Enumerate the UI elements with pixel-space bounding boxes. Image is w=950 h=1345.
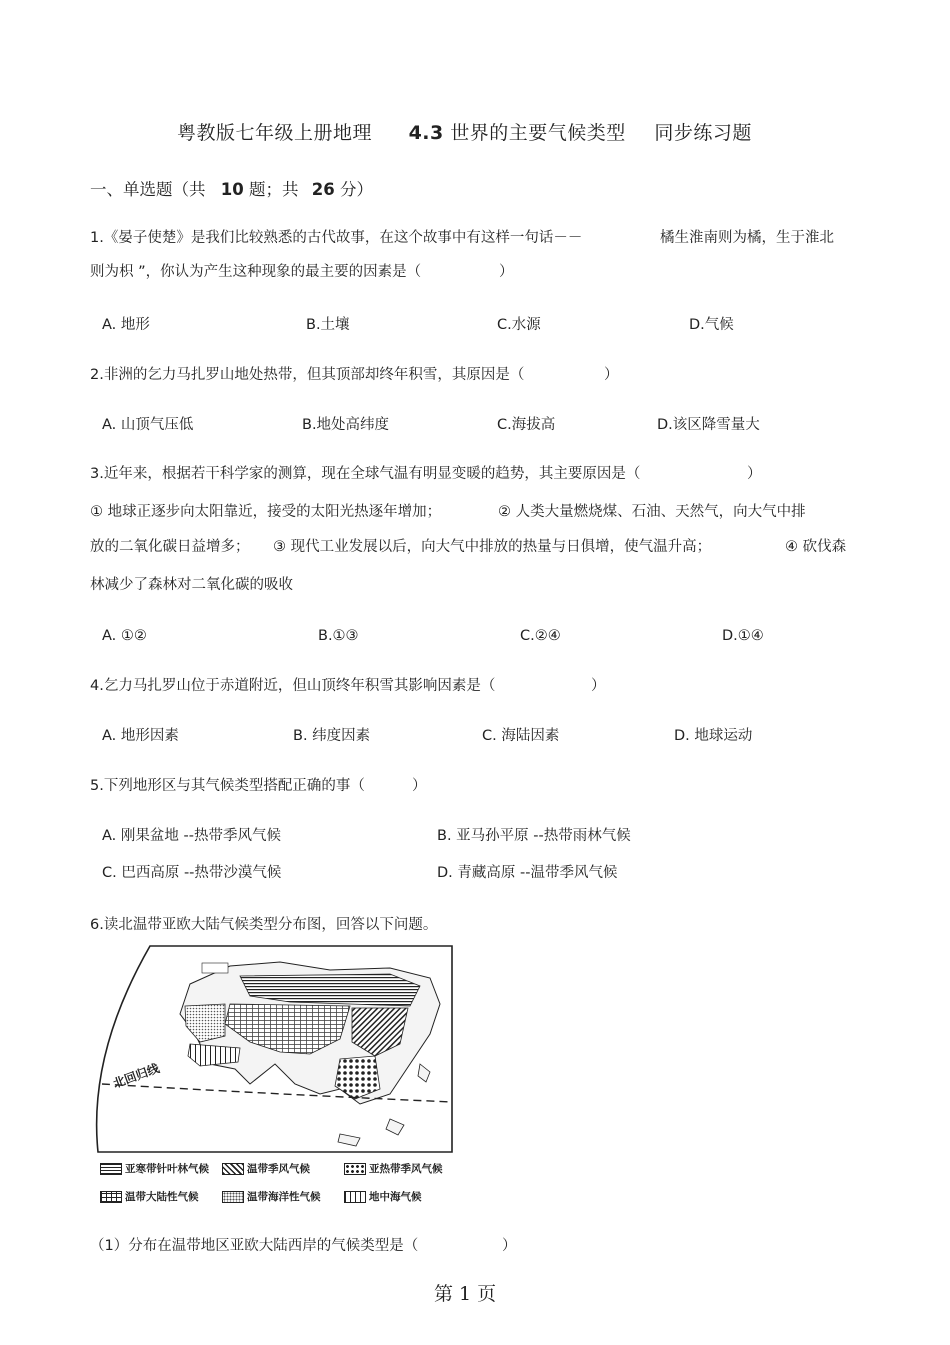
q4-option-d[interactable]: D. 地球运动 — [674, 728, 753, 744]
q5-option-c[interactable]: C. 巴西高原 --热带沙漠气候 — [102, 865, 282, 881]
q3-statement-4a: ④ 砍伐森 — [785, 539, 847, 555]
q6-sub1-close-paren: ） — [502, 1238, 517, 1254]
legend-swatch-mediterranean — [344, 1191, 366, 1203]
q3-statement-4b: 林减少了森林对二氧化碳的吸收 — [90, 577, 293, 593]
legend-swatch-subtropical-monsoon — [344, 1163, 366, 1175]
page-number: 第 1 页 — [434, 1283, 497, 1305]
legend-label-continental: 温带大陆性气候 — [125, 1191, 199, 1203]
legend-label-taiga: 亚寒带针叶林气候 — [125, 1163, 209, 1175]
q4-option-a[interactable]: A. 地形因素 — [102, 728, 179, 744]
q4-close-paren: ） — [591, 678, 606, 694]
q3-close-paren: ） — [747, 466, 762, 482]
q4-option-c[interactable]: C. 海陆因素 — [482, 728, 560, 744]
legend-swatch-continental — [100, 1191, 122, 1203]
legend-swatch-oceanic — [222, 1191, 244, 1203]
q1-option-a[interactable]: A. 地形 — [102, 317, 150, 333]
section-mid: 题；共 — [248, 180, 299, 199]
q1-close-paren: ） — [499, 264, 514, 280]
q3-option-b[interactable]: B.①③ — [318, 628, 359, 644]
q1-stem-line1: 1.《晏子使楚》是我们比较熟悉的古代故事，在这个故事中有这样一句话－－ — [90, 230, 583, 246]
q4-stem: 4.乞力马扎罗山位于赤道附近，但山顶终年积雪其影响因素是（ — [90, 678, 496, 694]
q2-option-c[interactable]: C.海拔高 — [497, 417, 556, 433]
q3-stem: 3.近年来，根据若干科学家的测算，现在全球气温有明显变暖的趋势，其主要原因是（ — [90, 466, 641, 482]
q5-option-a[interactable]: A. 刚果盆地 --热带季风气候 — [102, 828, 281, 844]
legend-label-oceanic: 温带海洋性气候 — [247, 1191, 321, 1203]
q3-statement-3: ③ 现代工业发展以后，向大气中排放的热量与日俱增，使气温升高； — [273, 539, 712, 555]
climate-map-figure — [90, 944, 460, 1208]
q3-option-a[interactable]: A. ①② — [102, 628, 147, 644]
legend-continental — [100, 1189, 199, 1204]
legend-label-temperate-monsoon: 温带季风气候 — [247, 1163, 310, 1175]
page-title — [177, 118, 752, 145]
q1-option-c[interactable]: C.水源 — [497, 317, 541, 333]
q5-stem: 5.下列地形区与其气候类型搭配正确的事（ — [90, 778, 365, 794]
title-section-number: 4.3 — [408, 122, 444, 144]
legend-temperate-monsoon — [222, 1161, 310, 1176]
q3-option-c[interactable]: C.②④ — [520, 628, 561, 644]
legend-subtropical-monsoon — [344, 1161, 443, 1176]
q3-statement-2a: ② 人类大量燃烧煤、石油、天然气，向大气中排 — [498, 504, 806, 520]
q2-option-d[interactable]: D.该区降雪量大 — [657, 417, 760, 433]
section-question-count: 10 — [220, 180, 244, 199]
legend-swatch-taiga — [100, 1163, 122, 1175]
legend-taiga — [100, 1161, 209, 1176]
q6-sub1-stem: （1）分布在温带地区亚欧大陆西岸的气候类型是（ — [90, 1238, 419, 1254]
q5-option-b[interactable]: B. 亚马孙平原 --热带雨林气候 — [437, 828, 631, 844]
q2-option-a[interactable]: A. 山顶气压低 — [102, 417, 194, 433]
q4-option-b[interactable]: B. 纬度因素 — [293, 728, 371, 744]
tropic-of-cancer-label: 北回归线 — [111, 1061, 162, 1091]
q5-close-paren: ） — [412, 778, 427, 794]
q1-option-d[interactable]: D.气候 — [689, 317, 734, 333]
section-heading — [90, 176, 373, 200]
q2-close-paren: ） — [604, 367, 619, 383]
legend-mediterranean — [344, 1189, 422, 1204]
mediterranean-zone — [188, 1044, 240, 1066]
section-suffix: 分） — [339, 180, 373, 199]
title-suffix: 同步练习题 — [654, 122, 752, 144]
title-prefix: 粤教版七年级上册地理 — [177, 122, 373, 144]
q6-stem: 6.读北温带亚欧大陆气候类型分布图，回答以下问题。 — [90, 917, 438, 933]
legend-oceanic — [222, 1189, 321, 1204]
q2-option-b[interactable]: B.地处高纬度 — [302, 417, 390, 433]
q3-statement-2b: 放的二氧化碳日益增多； — [90, 539, 250, 555]
q5-option-d[interactable]: D. 青藏高原 --温带季风气候 — [437, 865, 618, 881]
section-points: 26 — [311, 180, 335, 199]
legend-label-mediterranean: 地中海气候 — [369, 1191, 422, 1203]
q1-quote: 橘生淮南则为橘，生于淮北 — [660, 230, 834, 246]
q2-stem: 2.非洲的乞力马扎罗山地处热带，但其顶部却终年积雪，其原因是（ — [90, 367, 525, 383]
legend-swatch-temperate-monsoon — [222, 1163, 244, 1175]
legend-label-subtropical-monsoon: 亚热带季风气候 — [369, 1163, 443, 1175]
q1-option-b[interactable]: B.土壤 — [306, 317, 350, 333]
q1-stem-line2: 则为枳 ”，你认为产生这种现象的最主要的因素是（ — [90, 264, 422, 280]
section-prefix: 一、单选题（共 — [90, 180, 206, 199]
q3-option-d[interactable]: D.①④ — [722, 628, 764, 644]
q3-statement-1: ① 地球正逐步向太阳靠近，接受的太阳光热逐年增加； — [90, 504, 442, 520]
title-topic: 世界的主要气候类型 — [450, 122, 626, 144]
